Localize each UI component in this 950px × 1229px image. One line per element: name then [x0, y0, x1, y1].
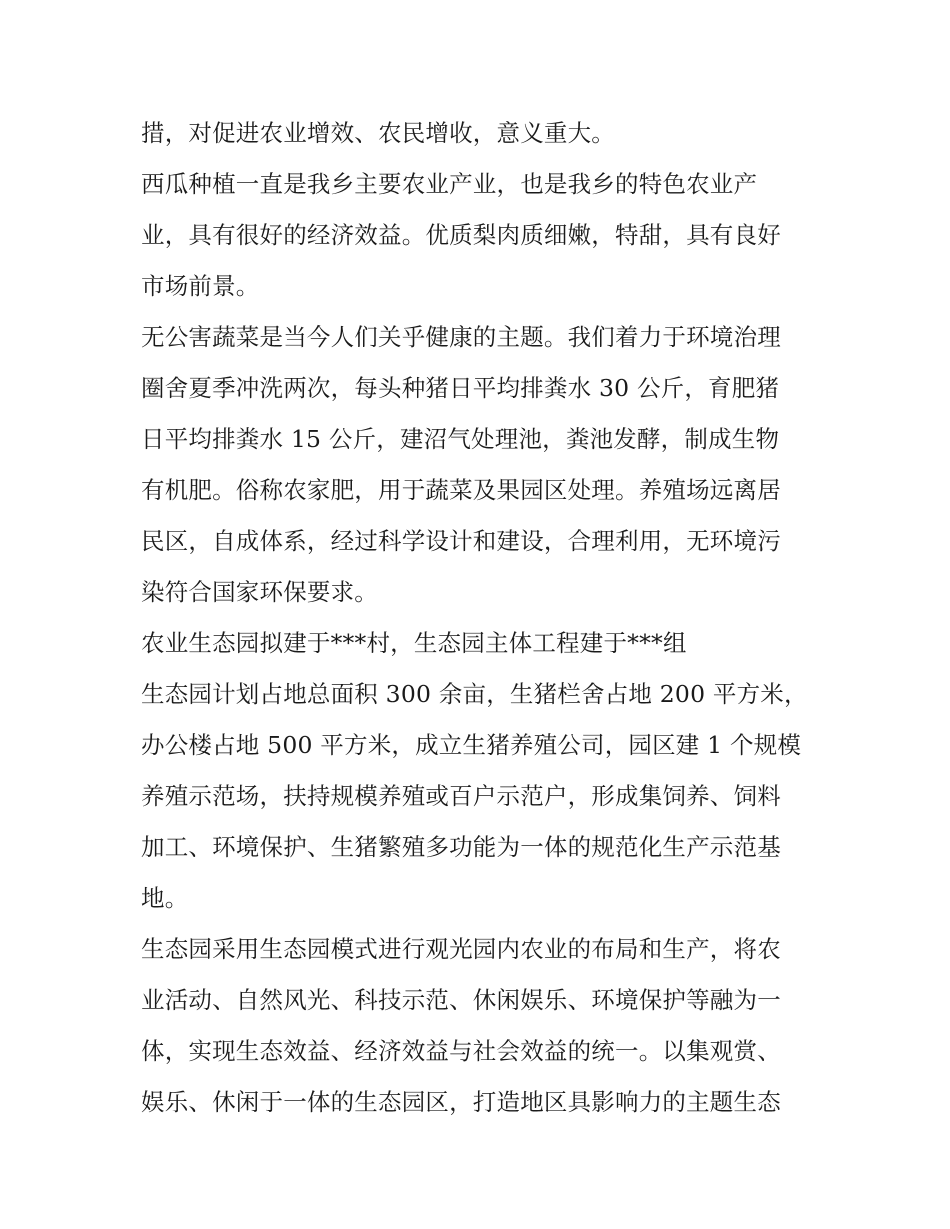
text-line: 业，具有很好的经济效益。优质梨肉质细嫩，特甜，具有良好 — [141, 221, 781, 249]
text-line: 地。 — [141, 884, 189, 912]
text-line: 生态园采用生态园模式进行观光园内农业的布局和生产，将农 — [141, 935, 781, 963]
text-line: 圈舍夏季冲洗两次，每头种猪日平均排粪水 30 公斤，育肥猪 — [141, 374, 780, 402]
text-line: 加工、环境保护、生猪繁殖多功能为一体的规范化生产示范基 — [141, 833, 781, 861]
text-line: 民区，自成体系，经过科学设计和建设，合理利用，无环境污 — [141, 527, 781, 555]
text-line: 西瓜种植一直是我乡主要农业产业，也是我乡的特色农业产 — [141, 170, 758, 198]
text-line: 生态园计划占地总面积 300 余亩，生猪栏舍占地 200 平方米， — [141, 680, 808, 708]
text-line: 农业生态园拟建于***村，生态园主体工程建于***组 — [141, 629, 687, 657]
text-line: 无公害蔬菜是当今人们关乎健康的主题。我们着力于环境治理 — [141, 323, 781, 351]
text-line: 办公楼占地 500 平方米，成立生猪养殖公司，园区建 1 个规模 — [141, 731, 802, 759]
text-line: 体，实现生态效益、经济效益与社会效益的统一。以集观赏、 — [141, 1037, 781, 1065]
text-line: 措，对促进农业增效、农民增收，意义重大。 — [141, 119, 615, 147]
text-line: 日平均排粪水 15 公斤，建沼气处理池，粪池发酵，制成生物 — [141, 425, 780, 453]
text-line: 有机肥。俗称农家肥，用于蔬菜及果园区处理。养殖场远离居 — [141, 476, 781, 504]
text-line: 染符合国家环保要求。 — [141, 578, 378, 606]
text-line: 娱乐、休闲于一体的生态园区，打造地区具影响力的主题生态 — [141, 1088, 781, 1116]
text-line: 养殖示范场，扶持规模养殖或百户示范户，形成集饲养、饲料 — [141, 782, 781, 810]
text-line: 业活动、自然风光、科技示范、休闲娱乐、环境保护等融为一 — [141, 986, 781, 1014]
text-line: 市场前景。 — [141, 272, 260, 300]
document-body — [141, 108, 813, 1128]
